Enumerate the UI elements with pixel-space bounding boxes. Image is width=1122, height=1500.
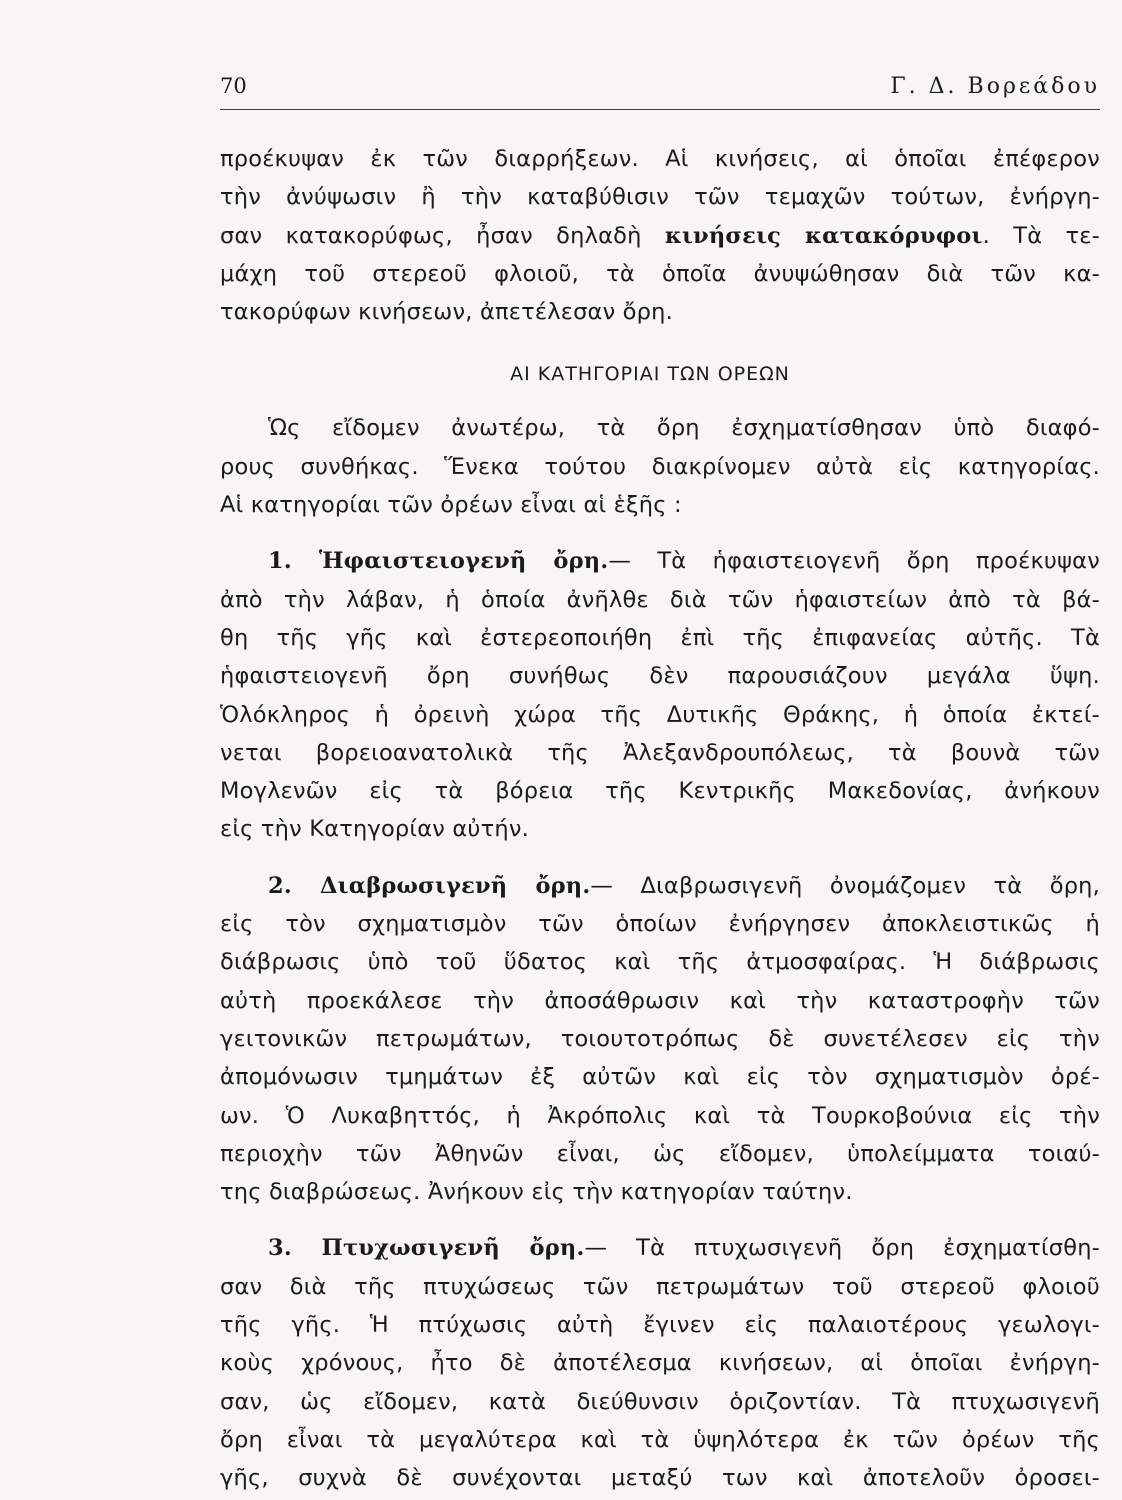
text-line — [220, 867, 1100, 905]
text-line: ὄρη εἶναι τὰ μεγαλύτερα καὶ τὰ ὑψηλότερα ἐκ τῶν ὀρέων τῆς — [220, 1426, 1100, 1453]
item-title: 1. Ἡφαιστειογενῆ ὄρη. — [268, 548, 609, 575]
text-line: αὐτὴ προεκάλεσε τὴν ἀποσάθρωσιν καὶ τὴν καταστροφὴν τῶν — [220, 987, 1100, 1014]
text-line: γῆς, συχνὰ δὲ συνέχονται μεταξύ των καὶ ἀποτελοῦν ὀροσει- — [220, 1465, 1100, 1492]
paragraph-categories — [220, 409, 1100, 524]
text-line: θη τῆς γῆς καὶ ἐστερεοποιήθη ἐπὶ τῆς ἐπιφανείας αὐτῆς. Τὰ — [220, 624, 1100, 651]
text-line — [220, 217, 1100, 255]
item-fold-mountains — [220, 1229, 1100, 1497]
text-line: Ὡς εἴδομεν ἀνωτέρω, τὰ ὄρη ἐσχηματίσθησαν ὑπὸ διαφό- — [268, 415, 1100, 442]
text-run: — Διαβρωσιγενῆ ὀνομάζομεν τὰ ὄρη, — [590, 872, 1100, 899]
text-line: περιοχὴν τῶν Ἀθηνῶν εἶναι, ὡς εἴδομεν, ὑπολείμματα τοιαύ- — [220, 1140, 1100, 1167]
paragraph-intro — [220, 140, 1100, 331]
text-line: προέκυψαν ἐκ τῶν διαρρήξεων. Αἱ κινήσεις, αἱ ὁποῖαι ἐπέφερον — [220, 146, 1100, 172]
text-line: της διαβρώσεως. Ἀνήκουν εἰς τὴν κατηγορίαν ταύτην. — [220, 1179, 853, 1206]
header-rule — [220, 109, 1100, 110]
text-line: σαν διὰ τῆς πτυχώσεως τῶν πετρωμάτων τοῦ στερεοῦ φλοιοῦ — [220, 1273, 1100, 1300]
text-line: σαν, ὡς εἴδομεν, κατὰ διεύθυνσιν ὁριζοντίαν. Τὰ πτυχωσιγενῆ — [220, 1388, 1100, 1415]
text-line: ἡφαιστειογενῆ ὄρη συνήθως δὲν παρουσιάζουν μεγάλα ὕψη. — [220, 663, 1100, 690]
item-volcanic-mountains — [220, 542, 1100, 848]
paragraph-gap — [220, 1211, 1100, 1229]
text-line: ρους συνθήκας. Ἕνεκα τούτου διακρίνομεν αὐτὰ εἰς κατηγορίας. — [220, 453, 1100, 480]
text-line: ἀπομόνωσιν τμημάτων ἐξ αὐτῶν καὶ εἰς τὸν σχηματισμὸν ὀρέ- — [220, 1064, 1100, 1091]
section-heading: ΑΙ ΚΑΤΗΓΟΡΙΑΙ ΤΩΝ ΟΡΕΩΝ — [510, 363, 790, 386]
text-line: εἰς τὸν σχηματισμὸν τῶν ὁποίων ἐνήργησεν ἀποκλειστικῶς ἡ — [220, 911, 1100, 938]
paragraph-gap — [220, 849, 1100, 867]
text-line: μάχη τοῦ στερεοῦ φλοιοῦ, τὰ ὁποῖα ἀνυψώθησαν διὰ τῶν κα- — [220, 260, 1100, 287]
page-number: 70 — [220, 74, 247, 98]
text-line: ων. Ὁ Λυκαβηττός, ἡ Ἀκρόπολις καὶ τὰ Τουρκοβούνια εἰς τὴν — [220, 1102, 1100, 1129]
text-run: σαν κατακορύφως, ἦσαν δηλαδὴ — [220, 222, 642, 249]
text-line: τῆς γῆς. Ἡ πτύχωσις αὐτὴ ἔγινεν εἰς παλαιοτέρους γεωλογι- — [220, 1312, 1100, 1339]
text-line: Ὁλόκληρος ἡ ὀρεινὴ χώρα τῆς Δυτικῆς Θράκης, ἡ ὁποία ἐκτεί- — [220, 701, 1100, 728]
text-line: κοὺς χρόνους, ἦτο δὲ ἀποτέλεσμα κινήσεων, αἱ ὁποῖαι ἐνήργη- — [220, 1350, 1100, 1377]
item-title: 2. Διαβρωσιγενῆ ὄρη. — [268, 872, 591, 899]
running-head-author: Γ. Δ. Βορεάδου — [890, 74, 1100, 99]
text-run: — Τὰ ἡφαιστειογενῆ ὄρη προέκυψαν — [608, 548, 1100, 575]
item-erosion-mountains — [220, 867, 1100, 1212]
paragraph-gap — [220, 524, 1100, 542]
text-run: . Τὰ τε- — [982, 222, 1100, 249]
text-line: νεται βορειοανατολικὰ τῆς Ἀλεξανδρουπόλεως, τὰ βουνὰ τῶν — [220, 739, 1100, 766]
text-run: — Τὰ πτυχωσιγενῆ ὄρη ἐσχηματίσθη- — [584, 1235, 1100, 1262]
item-title: 3. Πτυχωσιγενῆ ὄρη. — [268, 1235, 585, 1262]
text-line — [220, 542, 1100, 580]
text-line: Αἱ κατηγορίαι τῶν ὀρέων εἶναι αἱ ἑξῆς : — [220, 492, 682, 519]
text-line: ἀπὸ τὴν λάβαν, ἡ ὁποία ἀνῆλθε διὰ τῶν ἡφαιστείων ἀπὸ τὰ βά- — [220, 586, 1100, 613]
text-line: διάβρωσις ὑπὸ τοῦ ὕδατος καὶ τῆς ἀτμοσφαίρας. Ἡ διάβρωσις — [220, 949, 1100, 976]
text-line: εἰς τὴν Κατηγορίαν αὐτήν. — [220, 816, 529, 843]
text-line — [220, 1229, 1100, 1267]
emphasis-term: κινήσεις κατακόρυφοι — [664, 222, 983, 249]
text-line: τακορύφων κινήσεων, ἀπετέλεσαν ὄρη. — [220, 299, 673, 326]
text-line: γειτονικῶν πετρωμάτων, τοιουτοτρόπως δὲ συνετέλεσεν εἰς τὴν — [220, 1025, 1100, 1052]
text-line: Μογλενῶν εἰς τὰ βόρεια τῆς Κεντρικῆς Μακεδονίας, ἀνήκουν — [220, 778, 1100, 805]
page-header — [220, 74, 1100, 108]
page-body — [220, 140, 1100, 1498]
text-line: τὴν ἀνύψωσιν ἢ τὴν καταβύθισιν τῶν τεμαχῶν τούτων, ἐνήργη- — [220, 184, 1100, 211]
